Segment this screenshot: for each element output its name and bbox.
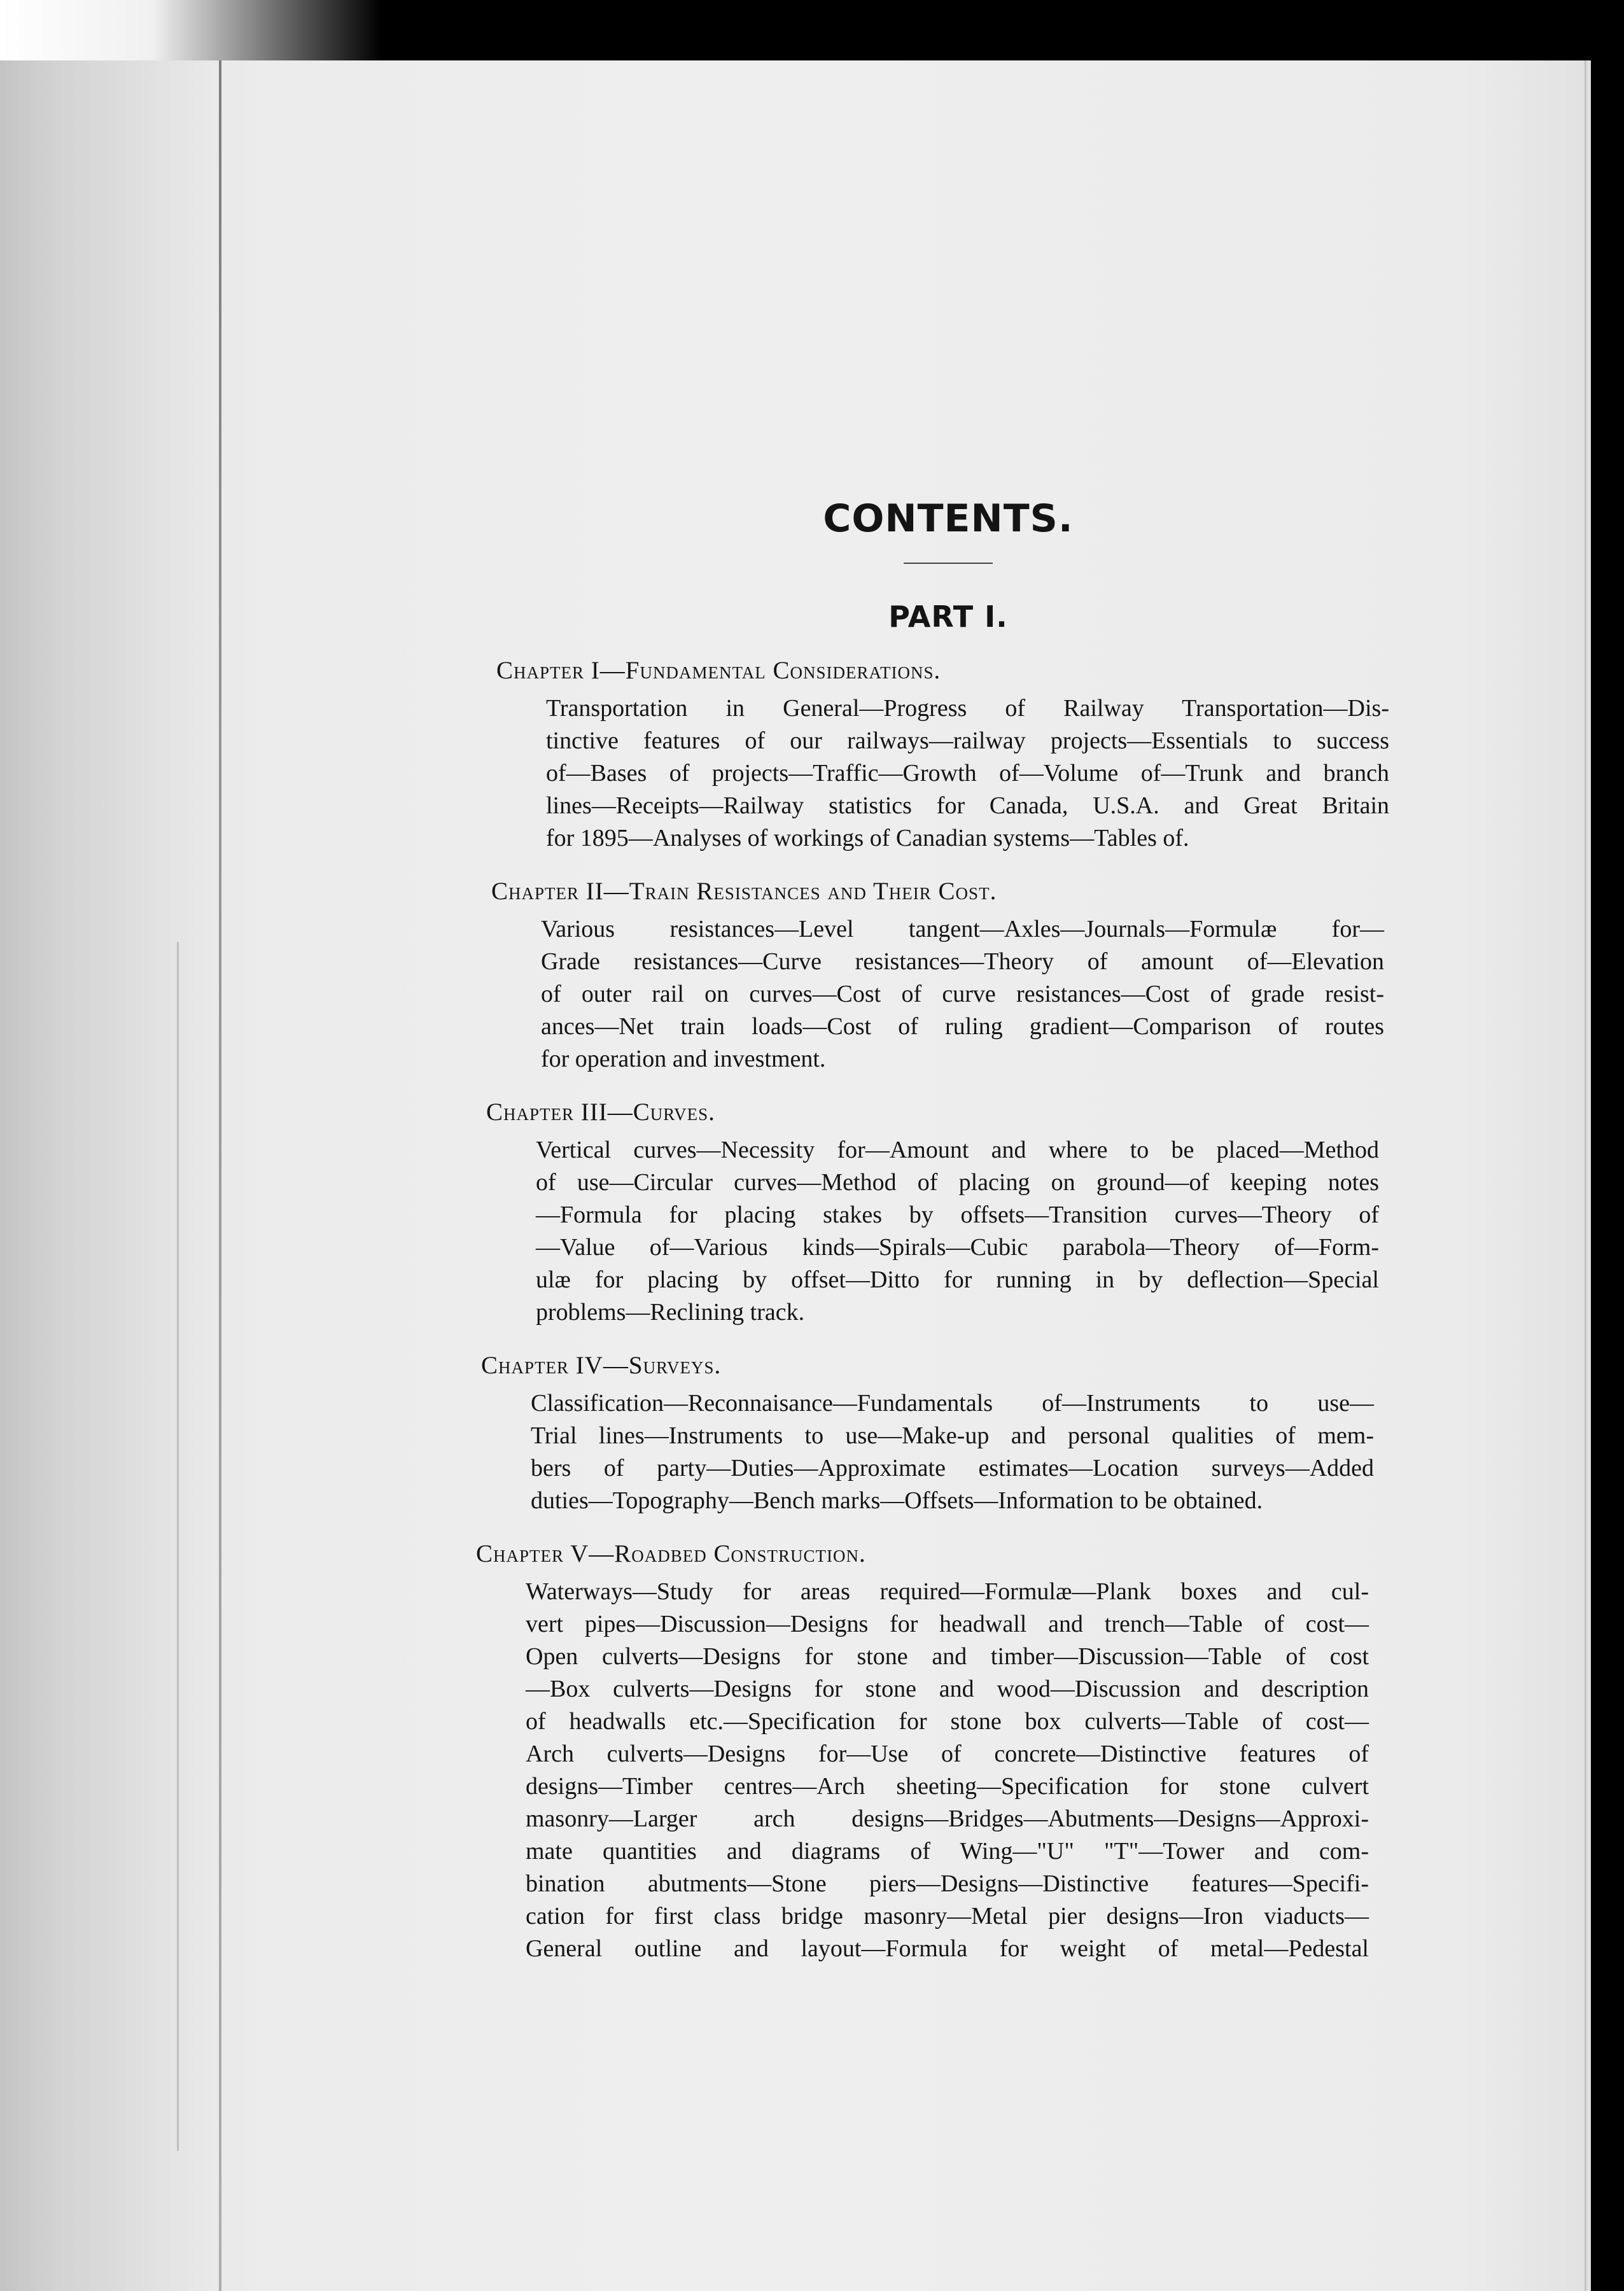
chapter-summary [531, 1387, 1374, 1517]
chapter-heading: Chapter IV—Surveys. [481, 1352, 722, 1379]
summary-line: duties—Topography—Bench marks—Offsets—Information to be obtained. [531, 1487, 1263, 1514]
summary-line: vert pipes—Discussion—Designs for headwall and trench—Table of cost— [526, 1611, 1369, 1637]
summary-line: of use—Circular curves—Method of placing on ground—of keeping notes [536, 1169, 1379, 1196]
chapter-heading: Chapter III—Curves. [486, 1098, 715, 1126]
summary-line: of outer rail on curves—Cost of curve resistances—Cost of grade resist- [541, 981, 1384, 1007]
summary-line: designs—Timber centres—Arch sheeting—Specification for stone culvert [526, 1773, 1369, 1800]
summary-line: Classification—Reconnaisance—Fundamentals of—Instruments to use— [531, 1390, 1374, 1417]
summary-line: lines—Receipts—Railway statistics for Canada, U.S.A. and Great Britain [546, 792, 1389, 819]
summary-line: General outline and layout—Formula for weight of metal—Pedestal [526, 1935, 1369, 1962]
gutter-shadow [0, 0, 216, 2291]
page-spine-line [219, 25, 221, 2291]
chapter-heading: Chapter I—Fundamental Considerations. [496, 657, 941, 684]
summary-line: —Box culverts—Designs for stone and wood—Discussion and description [526, 1676, 1369, 1702]
summary-line: for 1895—Analyses of workings of Canadian systems—Tables of. [546, 825, 1189, 851]
summary-line: bination abutments—Stone piers—Designs—Distinctive features—Specifi- [526, 1870, 1369, 1897]
page-right-edge [1585, 60, 1586, 2291]
contents-page [471, 496, 1387, 1965]
chapter-list [471, 655, 1387, 1965]
page-edge-line [177, 942, 179, 2151]
summary-line: of—Bases of projects—Traffic—Growth of—Volume of—Trunk and branch [546, 760, 1389, 787]
summary-line: problems—Reclining track. [536, 1299, 805, 1326]
summary-line: Open culverts—Designs for stone and timber—Discussion—Table of cost [526, 1643, 1369, 1670]
chapter-summary [536, 1134, 1379, 1329]
chapter-heading: Chapter V—Roadbed Construction. [476, 1540, 866, 1567]
summary-line: of headwalls etc.—Specification for stone box culverts—Table of cost— [526, 1708, 1369, 1735]
summary-line: —Formula for placing stakes by offsets—Transition curves—Theory of [536, 1202, 1379, 1228]
chapter-summary [541, 913, 1384, 1075]
chapter-entry [491, 876, 1387, 1075]
chapter-entry [486, 1097, 1387, 1329]
chapter-entry [496, 655, 1387, 855]
summary-line: Various resistances—Level tangent—Axles—Journals—Formulæ for— [541, 916, 1384, 942]
summary-line: Waterways—Study for areas required—Formulæ—Plank boxes and cul- [526, 1578, 1369, 1605]
scan-top-border-fade [0, 0, 382, 60]
title-rule [904, 563, 993, 564]
summary-line: Transportation in General—Progress of Railway Transportation—Dis- [546, 695, 1389, 722]
chapter-summary [546, 692, 1389, 855]
page-title: CONTENTS. [823, 496, 1074, 541]
summary-line: ances—Net train loads—Cost of ruling gradient—Comparison of routes [541, 1013, 1384, 1040]
chapter-entry [476, 1539, 1387, 1965]
scan-right-border [1591, 0, 1624, 2291]
summary-line: mate quantities and diagrams of Wing—"U" "T"—Tower and com- [526, 1838, 1369, 1865]
summary-line: Arch culverts—Designs for—Use of concrete—Distinctive features of [526, 1741, 1369, 1767]
summary-line: Vertical curves—Necessity for—Amount and where to be placed—Method [536, 1137, 1379, 1163]
summary-line: bers of party—Duties—Approximate estimates—Location surveys—Added [531, 1455, 1374, 1482]
summary-line: for operation and investment. [541, 1046, 826, 1072]
summary-line: cation for first class bridge masonry—Metal pier designs—Iron viaducts— [526, 1903, 1369, 1930]
summary-line: tinctive features of our railways—railway projects—Essentials to success [546, 727, 1389, 754]
summary-line: Trial lines—Instruments to use—Make-up and personal qualities of mem- [531, 1422, 1374, 1449]
chapter-summary [526, 1576, 1369, 1965]
summary-line: ulæ for placing by offset—Ditto for running in by deflection—Special [536, 1266, 1379, 1293]
summary-line: Grade resistances—Curve resistances—Theory of amount of—Elevation [541, 948, 1384, 975]
chapter-entry [481, 1350, 1387, 1517]
summary-line: —Value of—Various kinds—Spirals—Cubic parabola—Theory of—Form- [536, 1234, 1379, 1261]
summary-line: masonry—Larger arch designs—Bridges—Abutments—Designs—Approxi- [526, 1805, 1369, 1832]
chapter-heading: Chapter II—Train Resistances and Their Cost. [491, 878, 997, 905]
part-heading: PART I. [888, 599, 1008, 634]
